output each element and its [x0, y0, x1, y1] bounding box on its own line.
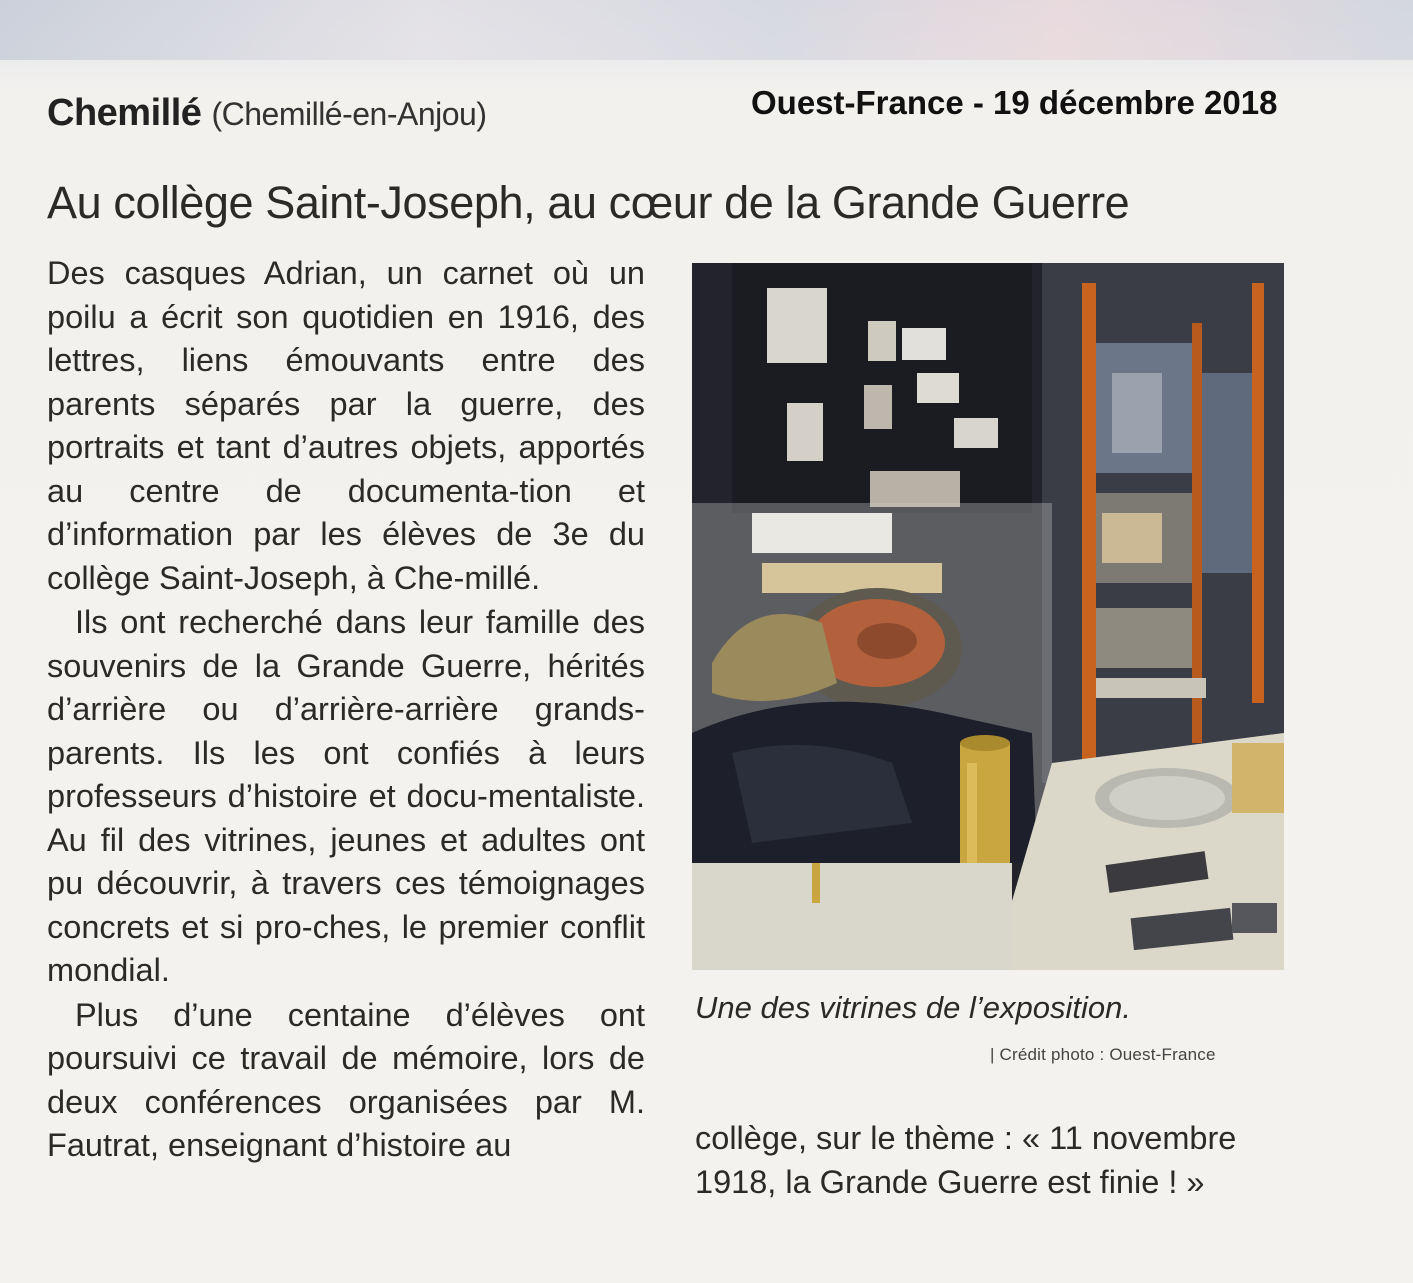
article-paragraph-2: Ils ont recherché dans leur famille des souvenirs de la Grande Guerre, hérités d’arrière ou d’arrière-arrière grands-parents. Ils les ont confiés à leurs professeurs d’histoire et docu-mentaliste. Au fil des vitrines, jeunes et adultes ont pu découvrir, à travers ces témoignages concrets et si pro-ches, le premier conflit mondial.: [47, 604, 645, 988]
article-column-right: [695, 1117, 1289, 1204]
article-paragraph-3-continued: collège, sur le thème : « 11 novembre 1918, la Grande Guerre est finie ! »: [695, 1120, 1237, 1200]
town-heading: [47, 92, 487, 135]
source-date: Ouest-France - 19 décembre 2018: [751, 84, 1278, 121]
torn-top-edge: [0, 0, 1413, 60]
showcase-illustration: [692, 263, 1284, 970]
article-headline: Au collège Saint-Joseph, au cœur de la Grande Guerre: [47, 177, 1130, 228]
article-paragraph-1: Des casques Adrian, un carnet où un poilu a écrit son quotidien en 1916, des lettres, liens émouvants entre des parents séparés par la guerre, des portraits et tant d’autres objets, apportés au centre de documenta-tion et d’information par les élèves de 3e du collège Saint-Joseph, à Che-millé.: [47, 255, 645, 596]
exhibition-photo: [692, 263, 1284, 970]
town-name: Chemillé: [47, 92, 202, 134]
photo-caption: Une des vitrines de l’exposition.: [695, 990, 1131, 1025]
town-detail: (Chemillé-en-Anjou): [211, 96, 487, 132]
article-paragraph-3: Plus d’une centaine d’élèves ont poursuivi ce travail de mémoire, lors de deux conférences organisées par M. Fautrat, enseignant d’histoire au: [47, 996, 645, 1163]
photo-credit: | Crédit photo : Ouest-France: [990, 1045, 1216, 1064]
article-column-left: [47, 252, 645, 1168]
